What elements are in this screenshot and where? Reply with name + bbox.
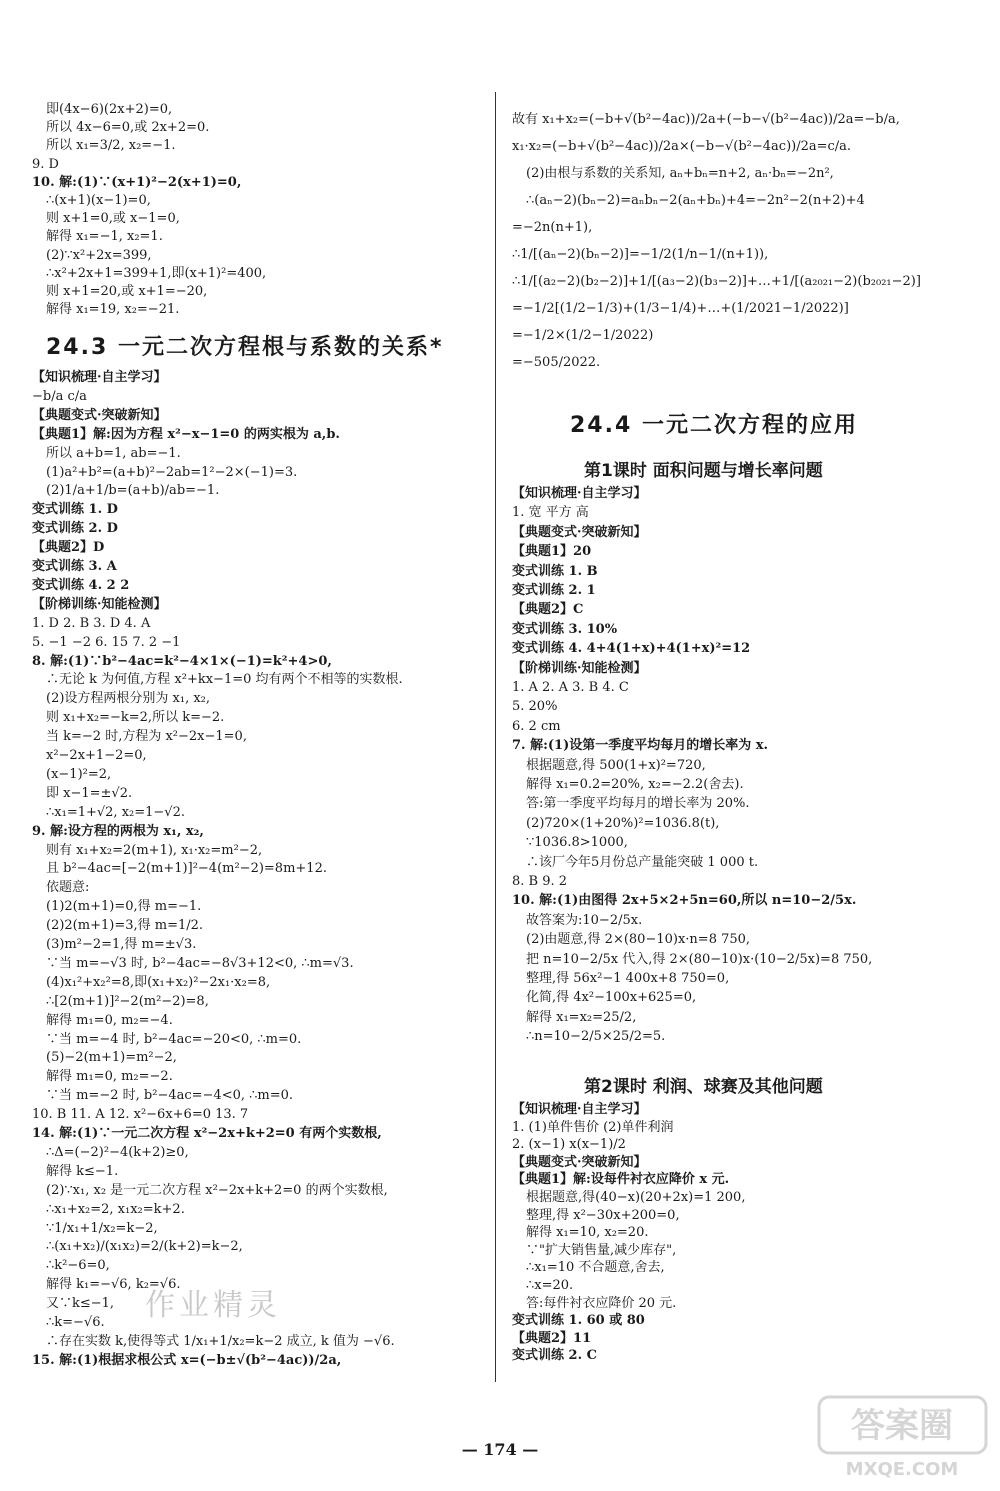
text-line: ∴存在实数 k,使得等式 1/x₁+1/x₂=k−2 成立, k 值为 −√6. — [46, 1333, 395, 1349]
text-line: 且 b²−4ac=[−2(m+1)]²−4(m²−2)=8m+12. — [46, 861, 327, 877]
text-line: 根据题意,得(40−x)(20+2x)=1 200, — [526, 1190, 746, 1205]
text-line: 9. 解:设方程的两根为 x₁, x₂, — [32, 823, 204, 839]
text-line: 10. 解:(1)∵(x+1)²−2(x+1)=0, — [32, 174, 242, 190]
text-line: 又∵k≤−1, — [46, 1296, 115, 1312]
text-line: 答:第一季度平均每月的增长率为 20%. — [526, 796, 750, 812]
text-line: =−1/2[(1/2−1/3)+(1/3−1/4)+…+(1/2021−1/2022)] — [512, 301, 849, 316]
text-line: 变式训练 1. B — [512, 563, 598, 579]
text-line: 变式训练 2. D — [32, 521, 118, 537]
text-line: 1. (1)单件售价 (2)单件利润 — [512, 1119, 674, 1135]
text-line: 则 x+1=20,或 x+1=−20, — [46, 284, 208, 299]
text-line: 则 x₁+x₂=−k=2,所以 k=−2. — [46, 710, 225, 726]
text-line: 变式训练 2. C — [512, 1348, 597, 1364]
text-line: 整理,得 x²−30x+200=0, — [526, 1207, 680, 1223]
text-line: 解得 x₁=0.2=20%, x₂=−2.2(舍去). — [526, 777, 744, 792]
text-line: 【典题变式·突破新知】 — [512, 524, 647, 540]
text-line: =−2n(n+1), — [512, 220, 593, 235]
text-line: (5)−2(m+1)=m²−2, — [46, 1050, 177, 1066]
section-title-24-4: 24.4 一元二次方程的应用 — [570, 413, 858, 438]
text-line: x²−2x+1−2=0, — [46, 748, 147, 763]
text-line: 根据题意,得 500(1+x)²=720, — [526, 757, 706, 773]
text-line: ∴k=−√6. — [46, 1315, 105, 1330]
text-line: (1)a²+b²=(a+b)²−2ab=1²−2×(−1)=3. — [46, 464, 298, 480]
text-line: ∴x₁+x₂=2, x₁x₂=k+2. — [46, 1201, 185, 1217]
text-line: 9. D — [32, 156, 59, 172]
text-line: 答:每件衬衣应降价 20 元. — [526, 1295, 677, 1311]
text-line: 故答案为:10−2/5x. — [526, 912, 643, 928]
text-line: 15. 解:(1)根据求根公式 x=(−b±√(b²−4ac))/2a, — [32, 1352, 342, 1368]
text-line: (1)2(m+1)=0,得 m=−1. — [46, 899, 202, 915]
text-line: 即(4x−6)(2x+2)=0, — [46, 102, 173, 117]
text-line: 依题意: — [46, 880, 90, 896]
text-line: ∴(x₁+x₂)/(x₁x₂)=2/(k+2)=k−2, — [46, 1239, 243, 1255]
text-line: 解得 x₁=19, x₂=−21. — [46, 302, 180, 318]
text-line: 解得 k₁=−√6, k₂=√6. — [46, 1277, 181, 1293]
text-line: (2)由根与系数的关系知, aₙ+bₙ=n+2, aₙ·bₙ=−2n², — [526, 166, 834, 181]
text-line: 【阶梯训练·知能检测】 — [32, 596, 167, 612]
page-number: — 174 — — [461, 1440, 539, 1459]
text-line: 【典题2】C — [512, 602, 584, 618]
text-line: 1. 宽 平方 高 — [512, 505, 589, 521]
text-line: 解得 x₁=10, x₂=20. — [526, 1225, 649, 1241]
text-line: ∴x=20. — [526, 1278, 574, 1293]
text-line: ∴Δ=(−2)²−4(k+2)≥0, — [46, 1144, 189, 1160]
text-line: =−1/2×(1/2−1/2022) — [512, 328, 654, 343]
text-line: 化简,得 4x²−100x+625=0, — [526, 990, 697, 1006]
text-line: 1. D 2. B 3. D 4. A — [32, 615, 151, 631]
watermark-left-text: 作业精灵 — [145, 1288, 281, 1323]
text-line: 解得 m₁=0, m₂=−2. — [46, 1069, 173, 1085]
text-line: 解得 k≤−1. — [46, 1163, 119, 1179]
text-line: 所以 x₁=3/2, x₂=−1. — [46, 138, 176, 154]
text-line: 2. (x−1) x(x−1)/2 — [512, 1137, 626, 1153]
text-line: 1. A 2. A 3. B 4. C — [512, 680, 629, 695]
text-line: 变式训练 3. 10% — [512, 621, 618, 637]
text-line: ∴该厂今年5月份总产量能突破 1 000 t. — [526, 854, 759, 870]
text-line: 【知识梳理·自主学习】 — [32, 370, 167, 385]
text-line: 变式训练 3. A — [32, 559, 117, 574]
text-line: ∴(aₙ−2)(bₙ−2)=aₙbₙ−2(aₙ+bₙ)+4=−2n²−2(n+2)+4 — [526, 193, 865, 208]
text-line: 8. B 9. 2 — [512, 874, 568, 889]
text-line: 【典题变式·突破新知】 — [32, 407, 167, 423]
text-line: 故有 x₁+x₂=(−b+√(b²−4ac))/2a+(−b−√(b²−4ac))/2a=−b/a, — [512, 112, 900, 127]
text-line: 【典题1】解:设每件衬衣应降价 x 元. — [512, 1172, 730, 1188]
text-line: ∴k²−6=0, — [46, 1258, 110, 1274]
section-title-24-3: 24.3 一元二次方程根与系数的关系* — [46, 335, 444, 360]
lesson2-title: 第2课时 利润、球赛及其他问题 — [584, 1077, 823, 1097]
text-line: x₁·x₂=(−b+√(b²−4ac))/2a×(−b−√(b²−4ac))/2a=c/a. — [512, 139, 852, 154]
text-line: ∵"扩大销售量,减少库存", — [526, 1242, 677, 1258]
text-line: ∵当 m=−4 时, b²−4ac=−20<0, ∴m=0. — [46, 1031, 302, 1047]
watermark-logo — [815, 1393, 990, 1483]
text-line: 【典题1】解:因为方程 x²−x−1=0 的两实根为 a,b. — [32, 426, 340, 442]
text-line: ∴(x+1)(x−1)=0, — [46, 193, 151, 208]
text-line: ∴x²+2x+1=399+1,即(x+1)²=400, — [46, 265, 267, 281]
text-line: (2)2(m+1)=3,得 m=1/2. — [46, 918, 204, 934]
text-line: ∴x₁=10 不合题意,舍去, — [526, 1260, 665, 1276]
text-line: ∵当 m=−√3 时, b²−4ac=−8√3+12<0, ∴m=√3. — [46, 955, 354, 971]
text-line: 5. −1 −2 6. 15 7. 2 −1 — [32, 634, 181, 650]
text-line: 【典题变式·突破新知】 — [512, 1154, 647, 1170]
text-line: 即 x−1=±√2. — [46, 785, 133, 801]
text-line: 【典题2】11 — [512, 1330, 592, 1346]
text-line: 变式训练 2. 1 — [512, 583, 596, 598]
text-line: 所以 a+b=1, ab=−1. — [46, 445, 181, 461]
lesson1-title: 第1课时 面积问题与增长率问题 — [584, 461, 823, 481]
text-line: =−505/2022. — [512, 355, 601, 370]
text-line: 10. 解:(1)由图得 2x+5×2+5n=60,所以 n=10−2/5x. — [512, 893, 857, 909]
text-line: (2)1/a+1/b=(a+b)/ab=−1. — [46, 483, 220, 499]
text-line: 变式训练 4. 2 2 — [32, 577, 130, 593]
text-line: 【阶梯训练·知能检测】 — [512, 660, 647, 676]
text-line: (2)设方程两根分别为 x₁, x₂, — [46, 691, 211, 707]
text-line: ∴无论 k 为何值,方程 x²+kx−1=0 均有两个不相等的实数根. — [46, 672, 403, 688]
text-line: 【知识梳理·自主学习】 — [512, 1102, 647, 1117]
text-line: 解得 x₁=−1, x₂=1. — [46, 229, 163, 245]
text-line: 解得 x₁=x₂=25/2, — [526, 1009, 637, 1025]
text-line: 变式训练 1. 60 或 80 — [512, 1313, 645, 1329]
text-line: (3)m²−2=1,得 m=±√3. — [46, 937, 197, 952]
text-line: 解得 m₁=0, m₂=−4. — [46, 1012, 173, 1028]
watermark-brand: 答案圈 — [851, 1406, 953, 1446]
watermark-url: MXQE.COM — [845, 1459, 959, 1480]
text-line: (x−1)²=2, — [46, 766, 112, 782]
text-line: (2)720×(1+20%)²=1036.8(t), — [526, 815, 720, 831]
text-line: 【典题1】20 — [512, 544, 592, 560]
text-line: (2)∵x²+2x=399, — [46, 247, 152, 263]
text-line: ∴x₁=1+√2, x₂=1−√2. — [46, 804, 185, 820]
text-line: 则有 x₁+x₂=2(m+1), x₁·x₂=m²−2, — [46, 842, 263, 858]
text-line: 变式训练 1. D — [32, 502, 118, 518]
text-line: 14. 解:(1)∵一元二次方程 x²−2x+k+2=0 有两个实数根, — [32, 1126, 382, 1141]
text-line: ∵当 m=−2 时, b²−4ac=−4<0, ∴m=0. — [46, 1088, 294, 1104]
text-line: 5. 20% — [512, 699, 558, 715]
page-number-value: 174 — [483, 1440, 517, 1459]
text-line: 7. 解:(1)设第一季度平均每月的增长率为 x. — [512, 738, 769, 754]
text-line: ∴1/[(a₂−2)(b₂−2)]+1/[(a₃−2)(b₃−2)]+…+1/[(a₂₀₂₁−2)(b₂₀₂₁−2)] — [512, 274, 921, 289]
text-line: ∴n=10−2/5×25/2=5. — [526, 1029, 666, 1045]
text-line: 【典题2】D — [32, 540, 105, 556]
text-line: 则 x+1=0,或 x−1=0, — [46, 211, 180, 227]
text-line: (2)∵x₁, x₂ 是一元二次方程 x²−2x+k+2=0 的两个实数根, — [46, 1182, 388, 1198]
text-line: −b/a c/a — [32, 388, 87, 404]
text-line: 【知识梳理·自主学习】 — [512, 486, 647, 501]
text-line: 6. 2 cm — [512, 718, 561, 734]
text-line: 8. 解:(1)∵b²−4ac=k²−4×1×(−1)=k²+4>0, — [32, 653, 332, 669]
text-line: 整理,得 56x²−1 400x+8 750=0, — [526, 971, 730, 986]
text-line: ∴[2(m+1)]²−2(m²−2)=8, — [46, 993, 209, 1009]
text-line: ∴1/[(aₙ−2)(bₙ−2)]=−1/2(1/n−1/(n+1)), — [512, 247, 769, 262]
text-line: 变式训练 4. 4+4(1+x)+4(1+x)²=12 — [512, 641, 751, 657]
text-line: 所以 4x−6=0,或 2x+2=0. — [46, 120, 210, 136]
text-line: (2)由题意,得 2×(80−10)x·n=8 750, — [526, 932, 751, 948]
column-divider — [495, 92, 496, 1382]
text-line: ∵1036.8>1000, — [526, 835, 628, 851]
text-line: (4)x₁²+x₂²=8,即(x₁+x₂)²−2x₁·x₂=8, — [46, 974, 271, 990]
text-line: 当 k=−2 时,方程为 x²−2x−1=0, — [46, 729, 247, 745]
text-line: 10. B 11. A 12. x²−6x+6=0 13. 7 — [32, 1107, 249, 1123]
text-line: ∵1/x₁+1/x₂=k−2, — [46, 1220, 158, 1236]
text-line: 把 n=10−2/5x 代入,得 2×(80−10)x·(10−2/5x)=8 750, — [526, 951, 873, 967]
